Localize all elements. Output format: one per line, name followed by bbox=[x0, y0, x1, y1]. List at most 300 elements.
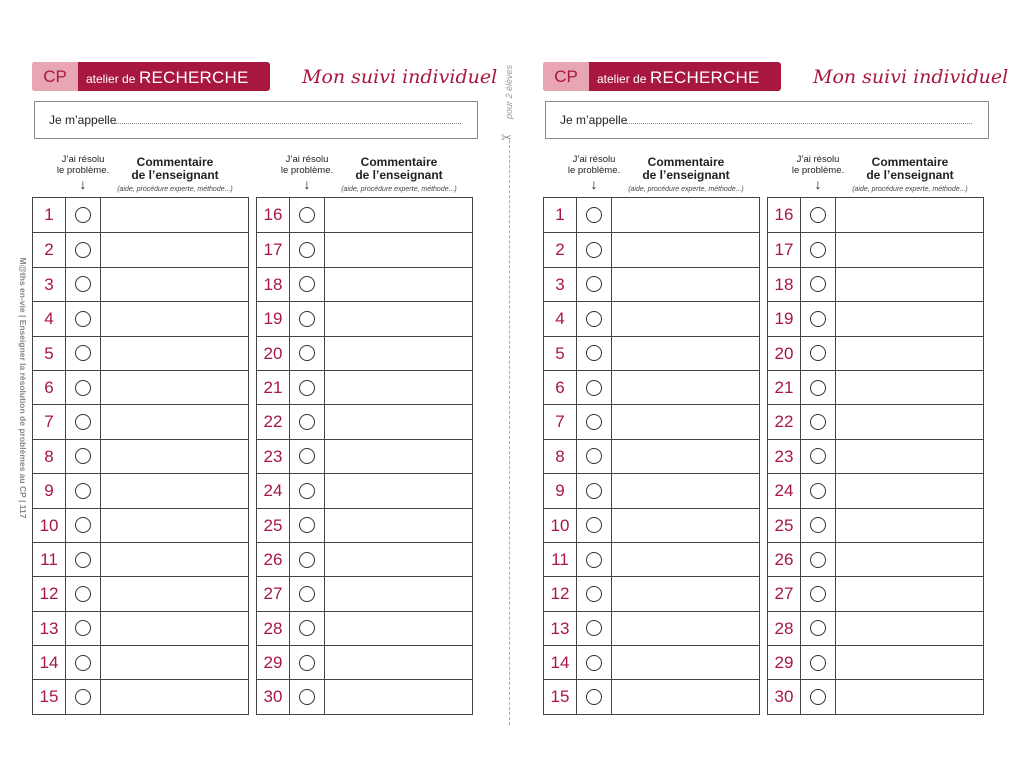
solved-cell[interactable] bbox=[290, 268, 325, 301]
cut-label: pour 2 élèves bbox=[504, 64, 514, 120]
solved-cell[interactable] bbox=[801, 233, 836, 266]
problem-number: 1 bbox=[544, 198, 577, 232]
solved-cell[interactable] bbox=[66, 233, 101, 266]
solved-circle-checkbox[interactable] bbox=[299, 276, 315, 292]
problem-number: 13 bbox=[544, 612, 577, 645]
problem-row bbox=[33, 267, 248, 301]
comment-cell[interactable] bbox=[101, 371, 248, 404]
problem-number: 4 bbox=[544, 302, 577, 335]
problem-row bbox=[33, 404, 248, 438]
scissors-icon: ✂ bbox=[501, 130, 512, 145]
solved-cell[interactable] bbox=[577, 680, 612, 713]
problem-row bbox=[544, 336, 759, 370]
column-comment-note: (aide, procédure experte, méthode...) bbox=[852, 186, 968, 193]
comment-cell[interactable] bbox=[612, 612, 759, 645]
comment-cell[interactable] bbox=[612, 543, 759, 576]
comment-cell[interactable] bbox=[325, 680, 472, 713]
solved-cell[interactable] bbox=[577, 646, 612, 679]
problem-number: 17 bbox=[257, 233, 290, 266]
solved-cell[interactable] bbox=[66, 474, 101, 507]
solved-cell[interactable] bbox=[801, 337, 836, 370]
problem-row bbox=[544, 611, 759, 645]
solved-circle-checkbox[interactable] bbox=[75, 517, 91, 533]
comment-cell[interactable] bbox=[325, 577, 472, 610]
problem-row bbox=[33, 645, 248, 679]
solved-circle-checkbox[interactable] bbox=[810, 483, 826, 499]
problem-number: 15 bbox=[33, 680, 66, 713]
sheet-header bbox=[543, 62, 1009, 92]
solved-cell[interactable] bbox=[290, 337, 325, 370]
problem-row bbox=[257, 301, 472, 335]
problem-number: 8 bbox=[544, 440, 577, 473]
comment-cell[interactable] bbox=[101, 680, 248, 713]
solved-cell[interactable] bbox=[290, 302, 325, 335]
comment-cell[interactable] bbox=[836, 509, 983, 542]
problem-row bbox=[257, 267, 472, 301]
solved-cell[interactable] bbox=[577, 577, 612, 610]
name-field[interactable] bbox=[34, 101, 478, 139]
problem-row bbox=[544, 232, 759, 266]
problem-number: 10 bbox=[544, 509, 577, 542]
problem-number: 23 bbox=[768, 440, 801, 473]
comment-cell[interactable] bbox=[101, 198, 248, 232]
problem-row bbox=[257, 336, 472, 370]
solved-cell[interactable] bbox=[801, 371, 836, 404]
column-comment-header: Commentaire de l’enseignant bbox=[866, 155, 954, 182]
solved-circle-checkbox[interactable] bbox=[75, 242, 91, 258]
solved-cell[interactable] bbox=[66, 612, 101, 645]
solved-circle-checkbox[interactable] bbox=[586, 552, 602, 568]
solved-cell[interactable] bbox=[66, 268, 101, 301]
solved-circle-checkbox[interactable] bbox=[75, 448, 91, 464]
comment-cell[interactable] bbox=[612, 474, 759, 507]
comment-cell[interactable] bbox=[612, 680, 759, 713]
name-label: Je m’appelle bbox=[560, 113, 628, 127]
solved-circle-checkbox[interactable] bbox=[299, 552, 315, 568]
problem-row bbox=[33, 301, 248, 335]
down-arrow-icon: ↓ bbox=[814, 176, 822, 192]
solved-circle-checkbox[interactable] bbox=[75, 380, 91, 396]
problem-number: 9 bbox=[33, 474, 66, 507]
problem-row bbox=[768, 439, 983, 473]
solved-circle-checkbox[interactable] bbox=[299, 620, 315, 636]
solved-circle-checkbox[interactable] bbox=[586, 689, 602, 705]
comment-cell[interactable] bbox=[836, 474, 983, 507]
solved-circle-checkbox[interactable] bbox=[586, 414, 602, 430]
problem-row bbox=[544, 542, 759, 576]
comment-cell[interactable] bbox=[101, 233, 248, 266]
problem-number: 30 bbox=[768, 680, 801, 713]
solved-circle-checkbox[interactable] bbox=[810, 586, 826, 602]
column-solved-header: J’ai résolu le problème. bbox=[56, 154, 110, 176]
comment-cell[interactable] bbox=[325, 198, 472, 232]
column-comment-note: (aide, procédure experte, méthode...) bbox=[341, 186, 457, 193]
solved-cell[interactable] bbox=[66, 440, 101, 473]
problem-number: 26 bbox=[768, 543, 801, 576]
comment-cell[interactable] bbox=[325, 268, 472, 301]
problem-number: 26 bbox=[257, 543, 290, 576]
solved-circle-checkbox[interactable] bbox=[810, 276, 826, 292]
problem-number: 21 bbox=[257, 371, 290, 404]
problem-table bbox=[543, 197, 760, 715]
solved-circle-checkbox[interactable] bbox=[299, 380, 315, 396]
comment-cell[interactable] bbox=[325, 371, 472, 404]
problem-row bbox=[768, 508, 983, 542]
solved-circle-checkbox[interactable] bbox=[586, 483, 602, 499]
problem-number: 24 bbox=[768, 474, 801, 507]
solved-cell[interactable] bbox=[290, 646, 325, 679]
solved-cell[interactable] bbox=[577, 543, 612, 576]
solved-cell[interactable] bbox=[66, 405, 101, 438]
solved-circle-checkbox[interactable] bbox=[586, 655, 602, 671]
solved-circle-checkbox[interactable] bbox=[810, 345, 826, 361]
problem-row bbox=[544, 267, 759, 301]
comment-cell[interactable] bbox=[325, 440, 472, 473]
problem-table bbox=[767, 197, 984, 715]
solved-cell[interactable] bbox=[577, 337, 612, 370]
comment-cell[interactable] bbox=[612, 646, 759, 679]
solved-circle-checkbox[interactable] bbox=[299, 483, 315, 499]
problem-row bbox=[544, 404, 759, 438]
comment-cell[interactable] bbox=[836, 680, 983, 713]
comment-cell[interactable] bbox=[101, 543, 248, 576]
solved-cell[interactable] bbox=[66, 543, 101, 576]
solved-circle-checkbox[interactable] bbox=[75, 586, 91, 602]
problem-row bbox=[544, 576, 759, 610]
solved-cell[interactable] bbox=[801, 302, 836, 335]
problem-row bbox=[33, 336, 248, 370]
solved-cell[interactable] bbox=[801, 646, 836, 679]
solved-circle-checkbox[interactable] bbox=[299, 689, 315, 705]
problem-number: 27 bbox=[257, 577, 290, 610]
solved-cell[interactable] bbox=[577, 371, 612, 404]
problem-number: 29 bbox=[768, 646, 801, 679]
solved-circle-checkbox[interactable] bbox=[75, 552, 91, 568]
comment-cell[interactable] bbox=[836, 405, 983, 438]
solved-circle-checkbox[interactable] bbox=[810, 448, 826, 464]
solved-circle-checkbox[interactable] bbox=[299, 345, 315, 361]
problem-row bbox=[768, 232, 983, 266]
solved-cell[interactable] bbox=[66, 577, 101, 610]
column-solved-header: J’ai résolu le problème. bbox=[280, 154, 334, 176]
solved-cell[interactable] bbox=[577, 233, 612, 266]
solved-cell[interactable] bbox=[66, 646, 101, 679]
comment-cell[interactable] bbox=[101, 509, 248, 542]
solved-circle-checkbox[interactable] bbox=[299, 311, 315, 327]
problem-row bbox=[544, 301, 759, 335]
comment-cell[interactable] bbox=[836, 198, 983, 232]
atelier-title: atelier de RECHERCHE bbox=[597, 68, 760, 87]
comment-cell[interactable] bbox=[836, 337, 983, 370]
solved-circle-checkbox[interactable] bbox=[586, 207, 602, 223]
solved-circle-checkbox[interactable] bbox=[75, 207, 91, 223]
name-field[interactable] bbox=[545, 101, 989, 139]
solved-circle-checkbox[interactable] bbox=[75, 655, 91, 671]
solved-cell[interactable] bbox=[66, 680, 101, 713]
solved-cell[interactable] bbox=[577, 612, 612, 645]
solved-circle-checkbox[interactable] bbox=[810, 620, 826, 636]
comment-cell[interactable] bbox=[612, 233, 759, 266]
problem-row bbox=[257, 679, 472, 713]
solved-circle-checkbox[interactable] bbox=[75, 414, 91, 430]
solved-cell[interactable] bbox=[801, 577, 836, 610]
problem-number: 28 bbox=[257, 612, 290, 645]
problem-row bbox=[544, 370, 759, 404]
solved-circle-checkbox[interactable] bbox=[586, 517, 602, 533]
solved-cell[interactable] bbox=[66, 371, 101, 404]
comment-cell[interactable] bbox=[101, 646, 248, 679]
comment-cell[interactable] bbox=[101, 302, 248, 335]
comment-cell[interactable] bbox=[325, 543, 472, 576]
problem-number: 3 bbox=[33, 268, 66, 301]
solved-circle-checkbox[interactable] bbox=[810, 655, 826, 671]
solved-cell[interactable] bbox=[66, 337, 101, 370]
problem-number: 22 bbox=[768, 405, 801, 438]
problem-number: 10 bbox=[33, 509, 66, 542]
sheet-title: Mon suivi individuel bbox=[813, 66, 1009, 88]
solved-circle-checkbox[interactable] bbox=[810, 242, 826, 258]
solved-cell[interactable] bbox=[801, 474, 836, 507]
solved-cell[interactable] bbox=[801, 268, 836, 301]
problem-row bbox=[768, 404, 983, 438]
problem-row bbox=[768, 267, 983, 301]
name-dotted-line bbox=[626, 123, 972, 124]
problem-number: 19 bbox=[768, 302, 801, 335]
solved-cell[interactable] bbox=[577, 268, 612, 301]
problem-number: 12 bbox=[544, 577, 577, 610]
column-solved-header: J’ai résolu le problème. bbox=[567, 154, 621, 176]
problem-number: 29 bbox=[257, 646, 290, 679]
problem-row bbox=[544, 508, 759, 542]
solved-circle-checkbox[interactable] bbox=[299, 586, 315, 602]
comment-cell[interactable] bbox=[101, 337, 248, 370]
comment-cell[interactable] bbox=[101, 612, 248, 645]
problem-row bbox=[768, 679, 983, 713]
solved-circle-checkbox[interactable] bbox=[299, 655, 315, 671]
column-comment-header: Commentaire de l’enseignant bbox=[131, 155, 219, 182]
solved-circle-checkbox[interactable] bbox=[810, 414, 826, 430]
solved-circle-checkbox[interactable] bbox=[586, 380, 602, 396]
problem-row bbox=[768, 576, 983, 610]
solved-circle-checkbox[interactable] bbox=[810, 311, 826, 327]
comment-cell[interactable] bbox=[836, 646, 983, 679]
solved-circle-checkbox[interactable] bbox=[810, 207, 826, 223]
atelier-banner bbox=[543, 62, 781, 91]
solved-circle-checkbox[interactable] bbox=[75, 689, 91, 705]
comment-cell[interactable] bbox=[101, 577, 248, 610]
comment-cell[interactable] bbox=[836, 440, 983, 473]
solved-circle-checkbox[interactable] bbox=[299, 517, 315, 533]
problem-row bbox=[257, 542, 472, 576]
problem-row bbox=[544, 645, 759, 679]
comment-cell[interactable] bbox=[612, 268, 759, 301]
problem-number: 16 bbox=[257, 198, 290, 232]
comment-cell[interactable] bbox=[325, 612, 472, 645]
problem-row bbox=[257, 473, 472, 507]
comment-cell[interactable] bbox=[612, 440, 759, 473]
problem-row bbox=[768, 473, 983, 507]
solved-cell[interactable] bbox=[801, 440, 836, 473]
solved-cell[interactable] bbox=[577, 302, 612, 335]
solved-cell[interactable] bbox=[290, 543, 325, 576]
comment-cell[interactable] bbox=[612, 337, 759, 370]
comment-cell[interactable] bbox=[836, 268, 983, 301]
solved-circle-checkbox[interactable] bbox=[75, 345, 91, 361]
comment-cell[interactable] bbox=[836, 302, 983, 335]
solved-cell[interactable] bbox=[290, 405, 325, 438]
solved-circle-checkbox[interactable] bbox=[75, 620, 91, 636]
problem-number: 24 bbox=[257, 474, 290, 507]
problem-number: 8 bbox=[33, 440, 66, 473]
comment-cell[interactable] bbox=[836, 543, 983, 576]
problem-row bbox=[768, 301, 983, 335]
solved-circle-checkbox[interactable] bbox=[586, 620, 602, 636]
solved-circle-checkbox[interactable] bbox=[586, 586, 602, 602]
problem-row bbox=[544, 198, 759, 232]
solved-cell[interactable] bbox=[66, 302, 101, 335]
comment-cell[interactable] bbox=[325, 233, 472, 266]
solved-circle-checkbox[interactable] bbox=[586, 242, 602, 258]
problem-row bbox=[257, 370, 472, 404]
down-arrow-icon: ↓ bbox=[303, 176, 311, 192]
sheet-right bbox=[543, 0, 1009, 768]
comment-cell[interactable] bbox=[325, 337, 472, 370]
problem-row bbox=[33, 576, 248, 610]
solved-cell[interactable] bbox=[577, 198, 612, 232]
solved-cell[interactable] bbox=[577, 509, 612, 542]
solved-cell[interactable] bbox=[801, 405, 836, 438]
comment-cell[interactable] bbox=[325, 474, 472, 507]
level-badge: CP bbox=[543, 62, 589, 91]
problem-number: 18 bbox=[768, 268, 801, 301]
down-arrow-icon: ↓ bbox=[590, 176, 598, 192]
problem-number: 6 bbox=[544, 371, 577, 404]
problem-number: 4 bbox=[33, 302, 66, 335]
solved-cell[interactable] bbox=[290, 577, 325, 610]
solved-circle-checkbox[interactable] bbox=[586, 276, 602, 292]
problem-row bbox=[768, 542, 983, 576]
solved-circle-checkbox[interactable] bbox=[299, 242, 315, 258]
problem-number: 22 bbox=[257, 405, 290, 438]
solved-cell[interactable] bbox=[290, 680, 325, 713]
problem-row bbox=[33, 370, 248, 404]
comment-cell[interactable] bbox=[101, 474, 248, 507]
solved-circle-checkbox[interactable] bbox=[810, 552, 826, 568]
solved-circle-checkbox[interactable] bbox=[75, 276, 91, 292]
cut-line bbox=[509, 140, 510, 725]
solved-circle-checkbox[interactable] bbox=[299, 414, 315, 430]
problem-row bbox=[257, 439, 472, 473]
solved-cell[interactable] bbox=[801, 612, 836, 645]
atelier-banner bbox=[32, 62, 270, 91]
problem-table bbox=[32, 197, 249, 715]
solved-cell[interactable] bbox=[801, 509, 836, 542]
problem-number: 20 bbox=[257, 337, 290, 370]
problem-row bbox=[544, 473, 759, 507]
comment-cell[interactable] bbox=[325, 646, 472, 679]
solved-cell[interactable] bbox=[577, 405, 612, 438]
problem-row bbox=[33, 198, 248, 232]
solved-cell[interactable] bbox=[66, 198, 101, 232]
atelier-title: atelier de RECHERCHE bbox=[86, 68, 249, 87]
solved-circle-checkbox[interactable] bbox=[810, 689, 826, 705]
column-solved-header: J’ai résolu le problème. bbox=[791, 154, 845, 176]
solved-cell[interactable] bbox=[577, 440, 612, 473]
comment-cell[interactable] bbox=[612, 198, 759, 232]
problem-number: 7 bbox=[33, 405, 66, 438]
solved-cell[interactable] bbox=[290, 198, 325, 232]
problem-number: 12 bbox=[33, 577, 66, 610]
solved-cell[interactable] bbox=[290, 440, 325, 473]
comment-cell[interactable] bbox=[836, 233, 983, 266]
solved-circle-checkbox[interactable] bbox=[299, 448, 315, 464]
problem-number: 9 bbox=[544, 474, 577, 507]
solved-cell[interactable] bbox=[290, 509, 325, 542]
comment-cell[interactable] bbox=[612, 371, 759, 404]
name-dotted-line bbox=[115, 123, 461, 124]
solved-cell[interactable] bbox=[290, 233, 325, 266]
solved-cell[interactable] bbox=[290, 371, 325, 404]
problem-number: 25 bbox=[257, 509, 290, 542]
problem-row bbox=[33, 508, 248, 542]
problem-table bbox=[256, 197, 473, 715]
problem-number: 7 bbox=[544, 405, 577, 438]
problem-row bbox=[33, 679, 248, 713]
comment-cell[interactable] bbox=[101, 268, 248, 301]
solved-circle-checkbox[interactable] bbox=[586, 448, 602, 464]
column-comment-header: Commentaire de l’enseignant bbox=[642, 155, 730, 182]
margin-text: M@ths en-vie | Enseigner la résolution de problèmes au CP | 117 bbox=[18, 257, 28, 519]
problem-number: 23 bbox=[257, 440, 290, 473]
solved-cell[interactable] bbox=[290, 612, 325, 645]
comment-cell[interactable] bbox=[836, 612, 983, 645]
problem-row bbox=[257, 198, 472, 232]
solved-circle-checkbox[interactable] bbox=[810, 517, 826, 533]
solved-cell[interactable] bbox=[801, 543, 836, 576]
comment-cell[interactable] bbox=[836, 371, 983, 404]
solved-circle-checkbox[interactable] bbox=[75, 311, 91, 327]
solved-cell[interactable] bbox=[290, 474, 325, 507]
solved-circle-checkbox[interactable] bbox=[299, 207, 315, 223]
comment-cell[interactable] bbox=[612, 405, 759, 438]
solved-cell[interactable] bbox=[66, 509, 101, 542]
comment-cell[interactable] bbox=[612, 577, 759, 610]
problem-number: 18 bbox=[257, 268, 290, 301]
solved-cell[interactable] bbox=[577, 474, 612, 507]
down-arrow-icon: ↓ bbox=[79, 176, 87, 192]
comment-cell[interactable] bbox=[325, 302, 472, 335]
comment-cell[interactable] bbox=[325, 509, 472, 542]
solved-circle-checkbox[interactable] bbox=[586, 311, 602, 327]
comment-cell[interactable] bbox=[325, 405, 472, 438]
comment-cell[interactable] bbox=[101, 440, 248, 473]
solved-circle-checkbox[interactable] bbox=[810, 380, 826, 396]
solved-circle-checkbox[interactable] bbox=[586, 345, 602, 361]
solved-cell[interactable] bbox=[801, 680, 836, 713]
sheet-header bbox=[32, 62, 498, 92]
problem-row bbox=[544, 439, 759, 473]
comment-cell[interactable] bbox=[836, 577, 983, 610]
column-comment-note: (aide, procédure experte, méthode...) bbox=[117, 186, 233, 193]
comment-cell[interactable] bbox=[612, 302, 759, 335]
problem-row bbox=[257, 232, 472, 266]
problem-number: 17 bbox=[768, 233, 801, 266]
solved-circle-checkbox[interactable] bbox=[75, 483, 91, 499]
problem-number: 25 bbox=[768, 509, 801, 542]
comment-cell[interactable] bbox=[101, 405, 248, 438]
comment-cell[interactable] bbox=[612, 509, 759, 542]
solved-cell[interactable] bbox=[801, 198, 836, 232]
